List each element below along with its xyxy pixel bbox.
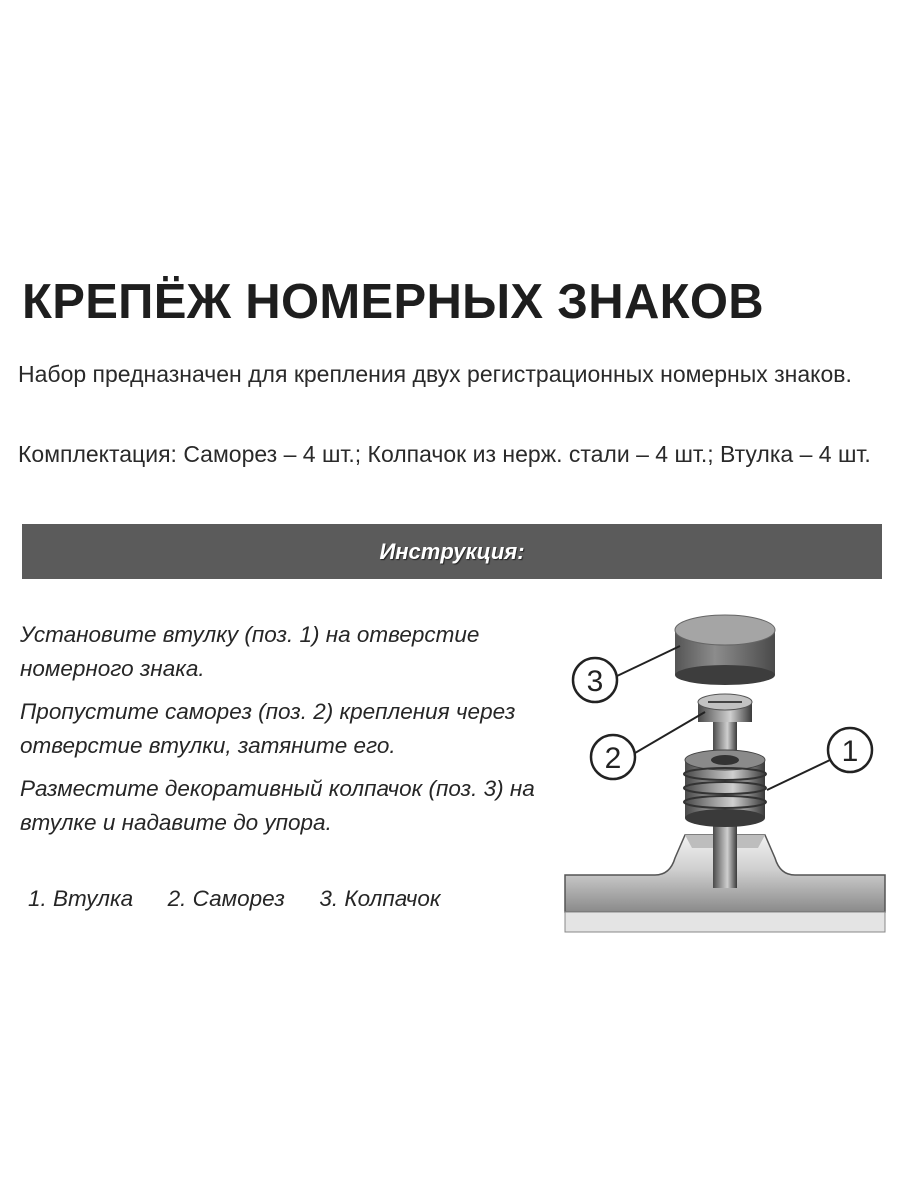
legend-item-bushing: 1. Втулка xyxy=(28,886,134,911)
legend-item-screw: 2. Саморез xyxy=(167,886,285,911)
assembly-diagram xyxy=(560,600,890,945)
callout-1-label: 1 xyxy=(841,735,859,768)
step-1-text: Установите втулку (поз. 1) на отверстие номерного знака. xyxy=(20,622,480,681)
page-title: КРЕПЁЖ НОМЕРНЫХ ЗНАКОВ xyxy=(22,275,764,329)
callout-3 xyxy=(573,646,680,702)
bushing-shape xyxy=(684,750,766,827)
instruction-banner xyxy=(22,524,882,579)
intro-text: Набор предназначен для крепления двух регистрационных номерных знаков. xyxy=(18,361,852,387)
instruction-steps xyxy=(20,618,580,849)
callout-3-label: 3 xyxy=(586,665,604,698)
step-3-text: Разместите декоративный колпачок (поз. 3) на втулке и надавите до упора. xyxy=(20,776,535,835)
parts-legend xyxy=(28,886,588,912)
callout-1 xyxy=(767,728,872,790)
step-2-text: Пропустите саморез (поз. 2) крепления через отверстие втулки, затяните его. xyxy=(20,699,516,758)
cap-shape xyxy=(675,615,775,685)
callout-2-label: 2 xyxy=(604,742,622,775)
instruction-heading: Инструкция: xyxy=(379,538,525,564)
legend-item-cap: 3. Колпачок xyxy=(319,886,441,911)
kit-contents-text: Комплектация: Саморез – 4 шт.; Колпачок из нерж. стали – 4 шт.; Втулка – 4 шт. xyxy=(18,441,871,467)
